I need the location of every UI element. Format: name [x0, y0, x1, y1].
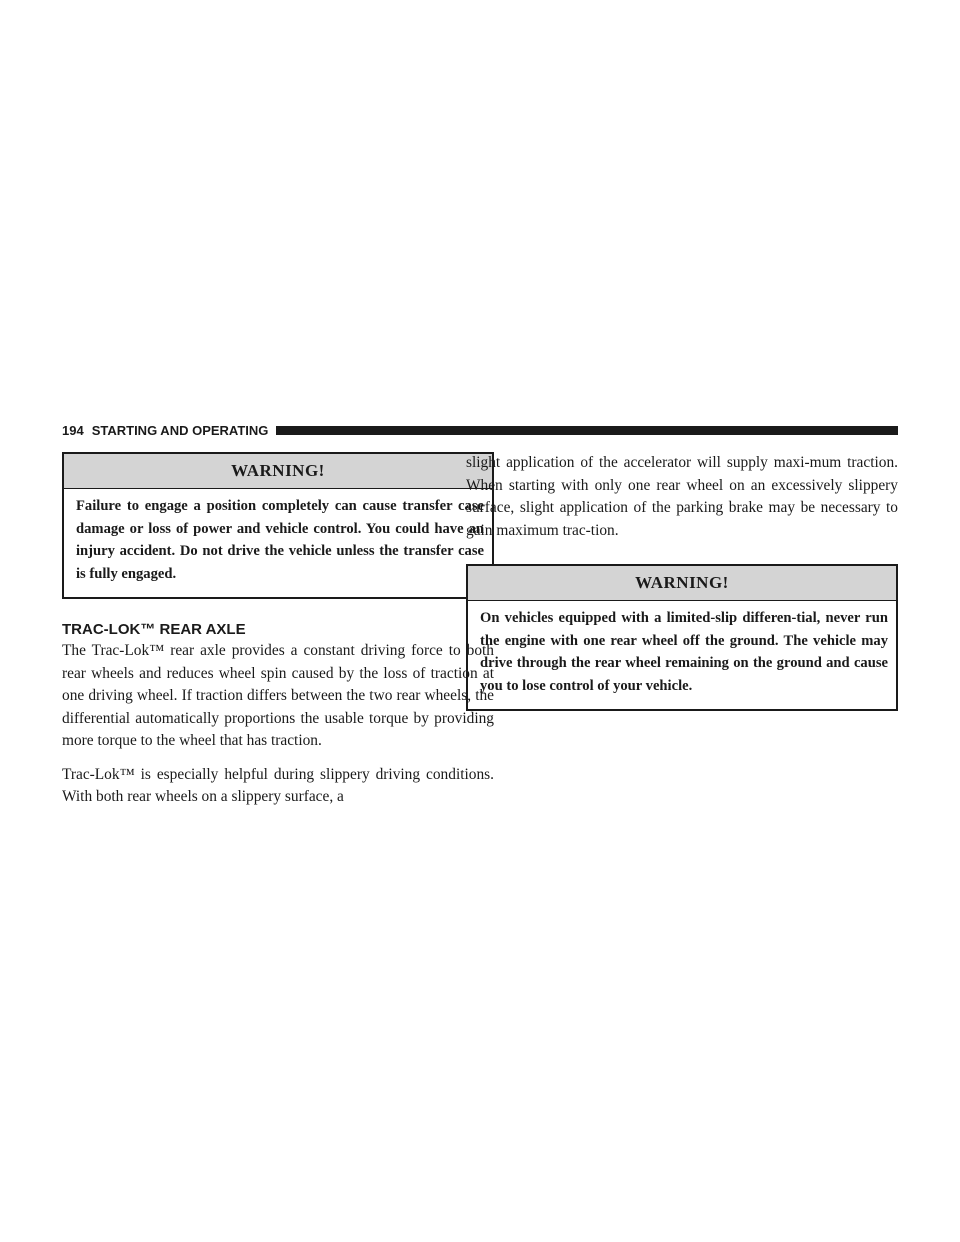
warning-body: Failure to engage a position completely can cause transfer case damage or loss of power and vehicle control. You could have an injury accident. Do not drive the vehicle unless the transfer case is fully engaged.: [76, 498, 484, 582]
right-column: [466, 452, 898, 711]
warning-title: WARNING!: [64, 454, 492, 489]
header-rule: [276, 426, 898, 435]
warning-box-transfer-case: [62, 452, 494, 599]
warning-box-limited-slip: [466, 564, 898, 711]
section-title: STARTING AND OPERATING: [91, 422, 269, 438]
page-number: 194: [62, 422, 84, 438]
warning-body: On vehicles equipped with a limited-slip differen-tial, never run the engine with one rear wheel off the ground. The vehicle may drive through the rear wheel remaining on the ground and cause you to lose control of your vehicle.: [480, 610, 888, 694]
page-header: [62, 422, 898, 438]
paragraph-trac-lok-intro: The Trac-Lok™ rear axle provides a constant driving force to both rear wheels and reduces wheel spin caused by the loss of traction at one driving wheel. If traction differs between the two rear wheels, the differential automatically proportions the usable torque by providing more torque to the wheel that has traction.: [62, 642, 494, 749]
warning-title: WARNING!: [468, 566, 896, 601]
section-heading-trac-lok: TRAC-LOK™ REAR AXLE: [62, 621, 246, 638]
left-column: [62, 452, 494, 820]
paragraph-trac-lok-slippery: Trac-Lok™ is especially helpful during slippery driving conditions. With both rear wheels on a slippery surface, a: [62, 765, 494, 805]
paragraph-continued: slight application of the accelerator will supply maxi-mum traction. When starting with only one rear wheel on an excessively slippery surface, slight application of the parking brake may be necessary to gain maximum trac-tion.: [466, 454, 898, 539]
